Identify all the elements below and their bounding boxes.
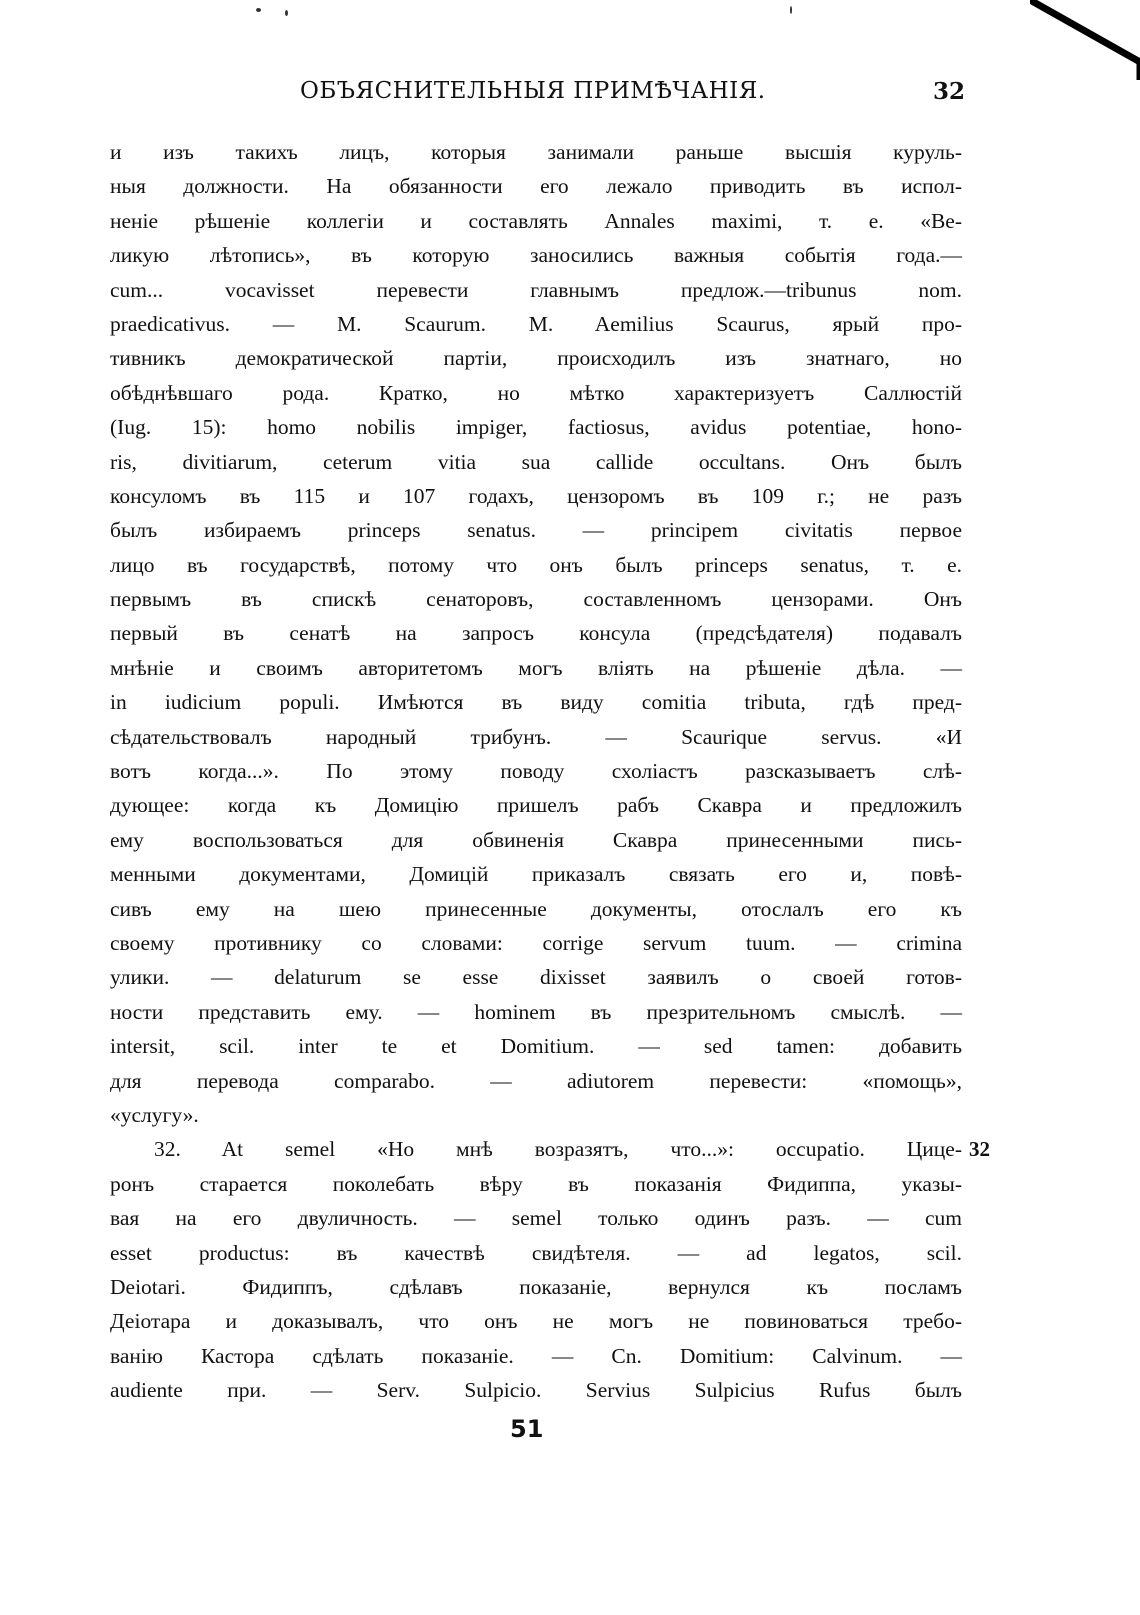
text-line: дующее: когда къ Домицію пришелъ рабъ Скавра и предложилъ	[110, 793, 962, 818]
text-line: обѣднѣвшаго рода. Кратко, но мѣтко характеризуетъ Саллюстій	[110, 380, 962, 405]
text-line: былъ избираемъ princeps senatus. — principem civitatis первое	[110, 518, 962, 543]
text-line: ности представить ему. — hominem въ презрительномъ смыслѣ. —	[110, 999, 962, 1024]
text-line: лицо въ государствѣ, потому что онъ былъ princeps senatus, т. е.	[110, 552, 962, 577]
text-line: ликую лѣтопись», въ которую заносились важныя событія года.—	[110, 243, 962, 268]
dust-speck	[256, 8, 261, 12]
text-line: in iudicium populi. Имѣются въ виду comitia tributa, гдѣ пред-	[110, 690, 962, 715]
page-header	[110, 72, 965, 112]
text-line: esset productus: въ качествѣ свидѣтеля. — ad legatos, scil.	[110, 1240, 962, 1265]
dust-speck	[285, 10, 288, 16]
text-line: улики. — delaturum se esse dixisset заявилъ о своей готов-	[110, 965, 962, 990]
text-line: и изъ такихъ лицъ, которыя занимали раньше высшія куруль-	[110, 140, 962, 164]
text-line: консуломъ въ 115 и 107 годахъ, цензоромъ въ 109 г.; не разъ	[110, 483, 962, 508]
text-line: мнѣніе и своимъ авторитетомъ могъ вліять на рѣшеніе дѣла. —	[110, 655, 962, 680]
text-line: тивникъ демократической партіи, происходилъ изъ знатнаго, но	[110, 346, 962, 371]
running-title: ОБЪЯСНИТЕЛЬНЫЯ ПРИМѢЧАНІЯ.	[300, 78, 766, 104]
text-line: «услугу».	[110, 1102, 199, 1127]
text-line: неніе рѣшеніе коллегіи и составлять Annales maximi, т. е. «Ве-	[110, 208, 962, 233]
text-line: сѣдательствовалъ народный трибунъ. — Scaurique servus. «И	[110, 724, 962, 749]
text-line: (Iug. 15): homo nobilis impiger, factiosus, avidus potentiae, hono-	[110, 415, 962, 440]
text-line	[110, 1132, 990, 1166]
text-line: audiente при. — Serv. Sulpicio. Servius Sulpicius Rufus былъ	[110, 1378, 962, 1403]
text-line: первымъ въ спискѣ сенаторовъ, составленномъ цензорами. Онъ	[110, 587, 962, 612]
text-line: ris, divitiarum, ceterum vitia sua callide occultans. Онъ былъ	[110, 449, 962, 474]
text-line: своему противнику со словами: corrige servum tuum. — crimina	[110, 930, 962, 955]
text-line: cum... vocavisset перевести главнымъ предлож.—tribunus nom.	[110, 277, 962, 302]
text-line-content: 32. At semel «Но мнѣ возразятъ, что...»: occupatio. Цице-	[154, 1137, 962, 1162]
body-text	[110, 135, 990, 1407]
text-line: Деіотара и доказывалъ, что онъ не могъ не повиноваться требо-	[110, 1309, 962, 1334]
text-line: для перевода comparabo. — adiutorem перевести: «помощь»,	[110, 1068, 962, 1093]
dust-speck	[790, 6, 792, 14]
footer-page-number: 51	[510, 1415, 544, 1443]
page-corner-mark	[1030, 0, 1140, 80]
text-line: intersit, scil. inter te et Domitium. — sed tamen: добавить	[110, 1034, 962, 1059]
text-line: менными документами, Домицій приказалъ связать его и, повѣ-	[110, 862, 962, 887]
text-line: вотъ когда...». По этому поводу схоліастъ разсказываетъ слѣ-	[110, 759, 962, 784]
text-line: ему воспользоваться для обвиненія Скавра принесенными пись-	[110, 827, 962, 852]
margin-section-number: 32	[969, 1137, 990, 1162]
text-line: ронъ старается поколебать вѣру въ показанія Фидиппа, указы-	[110, 1171, 962, 1196]
text-line: вая на его двуличность. — semel только одинъ разъ. — cum	[110, 1206, 962, 1231]
header-page-number: 32	[932, 78, 965, 105]
text-line: ныя должности. На обязанности его лежало приводить въ испол-	[110, 174, 962, 199]
text-line: сивъ ему на шею принесенные документы, отослалъ его къ	[110, 896, 962, 921]
text-line: первый въ сенатѣ на запросъ консула (предсѣдателя) подавалъ	[110, 621, 962, 646]
text-line: Deiotari. Фидиппъ, сдѣлавъ показаніе, вернулся къ посламъ	[110, 1274, 962, 1299]
text-line: ванію Кастора сдѣлать показаніе. — Cn. Domitium: Calvinum. —	[110, 1343, 962, 1368]
text-line: praedicativus. — M. Scaurum. M. Aemilius Scaurus, ярый про-	[110, 311, 962, 336]
